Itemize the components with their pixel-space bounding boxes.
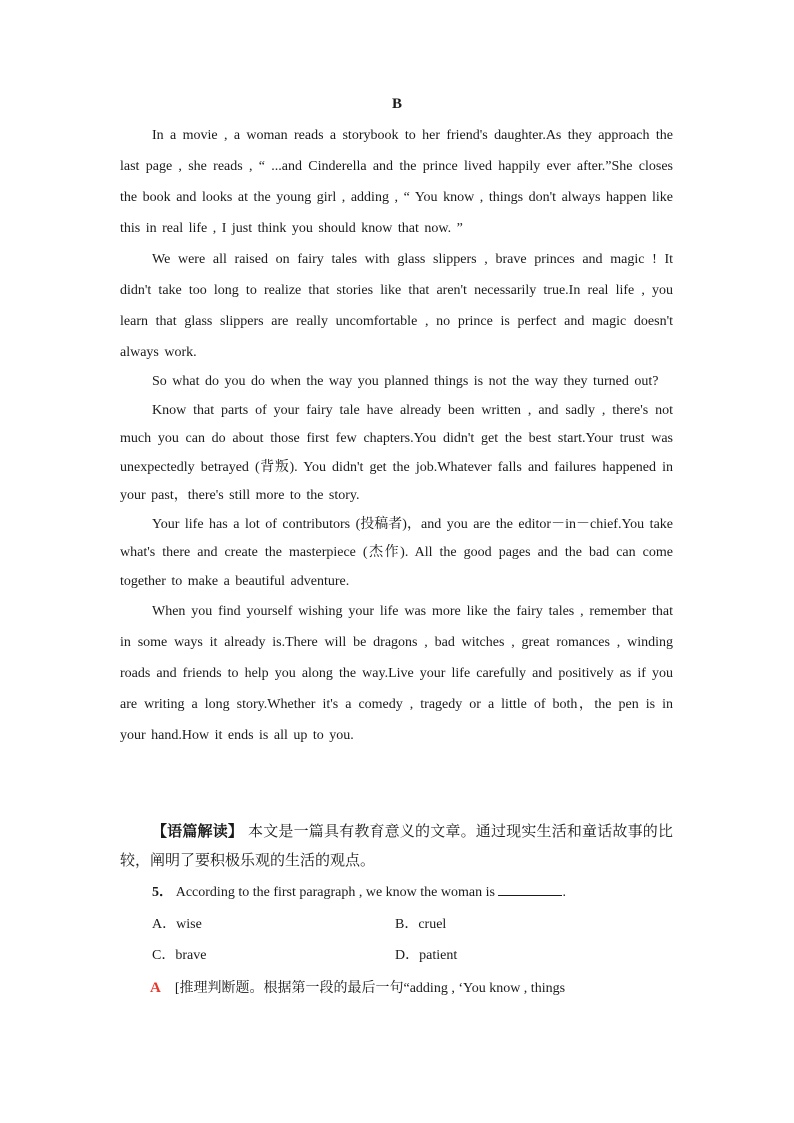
paragraph-4: Know that parts of your fairy tale have already been written , and sadly , there's not much you can do about those first few chapters.You didn't get the best start.Your trust was unexpectedly betrayed (背叛). You didn't get the job.Whatever falls and failures happened in your past，there's still more to the story. — [120, 402, 673, 503]
option-text: patient — [419, 948, 458, 963]
option-text: brave — [175, 948, 207, 963]
answer-text: [推理判断题。根据第一段的最后一句“adding , ‘You know , things — [174, 981, 566, 996]
question-number: 5． — [152, 885, 173, 900]
answer-explanation — [150, 977, 680, 1000]
section-label: B — [391, 96, 402, 112]
question-stem: According to the first paragraph , we know the woman is — [175, 885, 495, 900]
discourse-analysis — [120, 817, 673, 875]
question-5 — [152, 881, 566, 903]
option-c[interactable] — [152, 946, 206, 966]
paragraph-2: We were all raised on fairy tales with glass slippers , brave princes and magic ! It didn't take too long to realize that stories like that aren't necessarily true.In real life , you learn that glass slippers are really uncomfortable , no prince is perfect and magic doesn't always work. — [120, 252, 673, 360]
option-letter: C． — [152, 948, 176, 963]
option-a[interactable] — [152, 915, 202, 935]
option-text: wise — [176, 917, 202, 932]
analysis-tag: 【语篇解读】 — [152, 822, 244, 840]
option-letter: B． — [395, 917, 419, 932]
paragraph-3: So what do you do when the way you planned things is not the way they turned out? — [152, 374, 659, 389]
option-letter: A． — [152, 917, 177, 932]
option-text: cruel — [418, 917, 447, 932]
paragraph-5: Your life has a lot of contributors (投稿者)，and you are the editor－in－chief.You take what's there and create the masterpiece (杰作). All the good pages and the bad can come together to make a beautiful adventure. — [120, 516, 673, 589]
answer-blank — [498, 881, 562, 896]
question-end: . — [562, 885, 566, 900]
option-b[interactable] — [395, 915, 446, 935]
passage — [120, 120, 673, 751]
analysis-text: 本文是一篇具有教育意义的文章。通过现实生活和童话故事的比较，阐明了要积极乐观的生活的观点。 — [120, 822, 673, 869]
paragraph-6: When you find yourself wishing your life was more like the fairy tales , remember that in some ways it already is.There will be dragons , bad witches , great romances , winding roads and friends to help you along the way.Live your life carefully and positively as if you are writing a long story.Whether it's a comedy , tragedy or a little of both，the pen is in your hand.How it ends is all up to you. — [120, 604, 673, 743]
answer-letter: A — [150, 980, 161, 996]
option-letter: D． — [395, 948, 420, 963]
option-d[interactable] — [395, 946, 457, 966]
paragraph-1: In a movie , a woman reads a storybook to her friend's daughter.As they approach the last page , she reads , “ ...and Cinderella and the prince lived happily ever after.”She closes the book and looks at the young girl , adding , “ You know , things don't always happen like this in real life , I just think you should know that now. ” — [120, 128, 673, 236]
